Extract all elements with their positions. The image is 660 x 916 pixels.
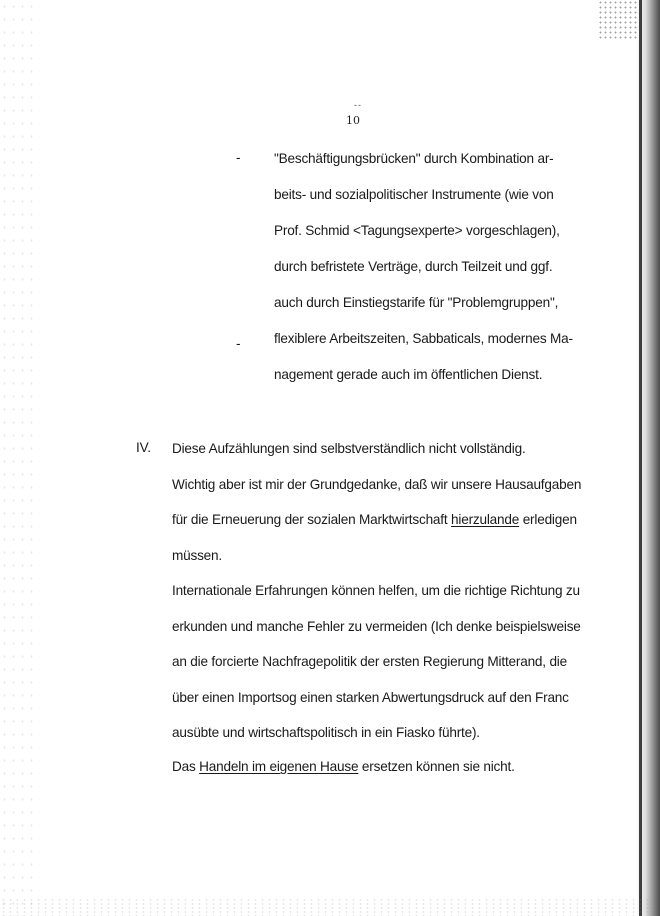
bullet-line: flexiblere Arbeitszeiten, Sabbaticals, modernes Ma- — [274, 331, 573, 346]
bullet-line: auch durch Einstiegstarife für "Problemgruppen", — [274, 295, 559, 310]
paragraph-line: müssen. — [172, 547, 222, 563]
paragraph-line: über einen Importsog einen starken Abwertungsdruck auf den Franc — [172, 689, 569, 705]
scan-edge-line — [639, 0, 642, 916]
bullet-marker: - — [236, 336, 241, 351]
paragraph-line: Internationale Erfahrungen können helfen, um die richtige Richtung zu — [172, 583, 580, 598]
paragraph-line: erkunden und manche Fehler zu vermeiden (Ich denke beispielsweise — [172, 618, 581, 634]
section-numeral: IV. — [136, 440, 151, 455]
page-mark: -- — [354, 100, 362, 110]
underlined-term-hierzulande: hierzulande — [451, 512, 520, 527]
bullet-line: durch befristete Verträge, durch Teilzeit und ggf. — [274, 259, 553, 274]
bullet-line: nagement gerade auch im öffentlichen Dienst. — [274, 367, 543, 382]
paragraph-line: für die Erneuerung der sozialen Marktwirtschaft hierzulande erledigen — [172, 512, 577, 527]
page-number: 10 — [346, 114, 360, 127]
underlined-term-handeln: Handeln im eigenen Hause — [199, 759, 359, 774]
scan-corner-noise — [598, 0, 638, 40]
bullet-line: Prof. Schmid <Tagungsexperte> vorgeschlagen), — [274, 223, 560, 238]
paragraph-line: Diese Aufzählungen sind selbstverständlich nicht vollständig. — [172, 441, 526, 456]
section-paragraph — [172, 440, 581, 794]
scan-noise-left — [0, 0, 40, 916]
paragraph-line: ausübte und wirtschaftspolitisch in ein Fiasko führte). — [172, 725, 480, 740]
bullet-marker: - — [236, 150, 241, 165]
paragraph-line: Wichtig aber ist mir der Grundgedanke, daß wir unsere Hausaufgaben — [172, 476, 582, 492]
scan-noise-bottom — [0, 898, 660, 916]
paragraph-line: an die forcierte Nachfragepolitik der ersten Regierung Mitterand, die — [172, 654, 567, 669]
bullet-line: "Beschäftigungsbrücken" durch Kombination ar- — [274, 151, 554, 166]
bullet-line: beits- und sozialpolitischer Instrumente (wie von — [274, 187, 554, 202]
paragraph-line: Das Handeln im eigenen Hause ersetzen können sie nicht. — [172, 759, 515, 774]
